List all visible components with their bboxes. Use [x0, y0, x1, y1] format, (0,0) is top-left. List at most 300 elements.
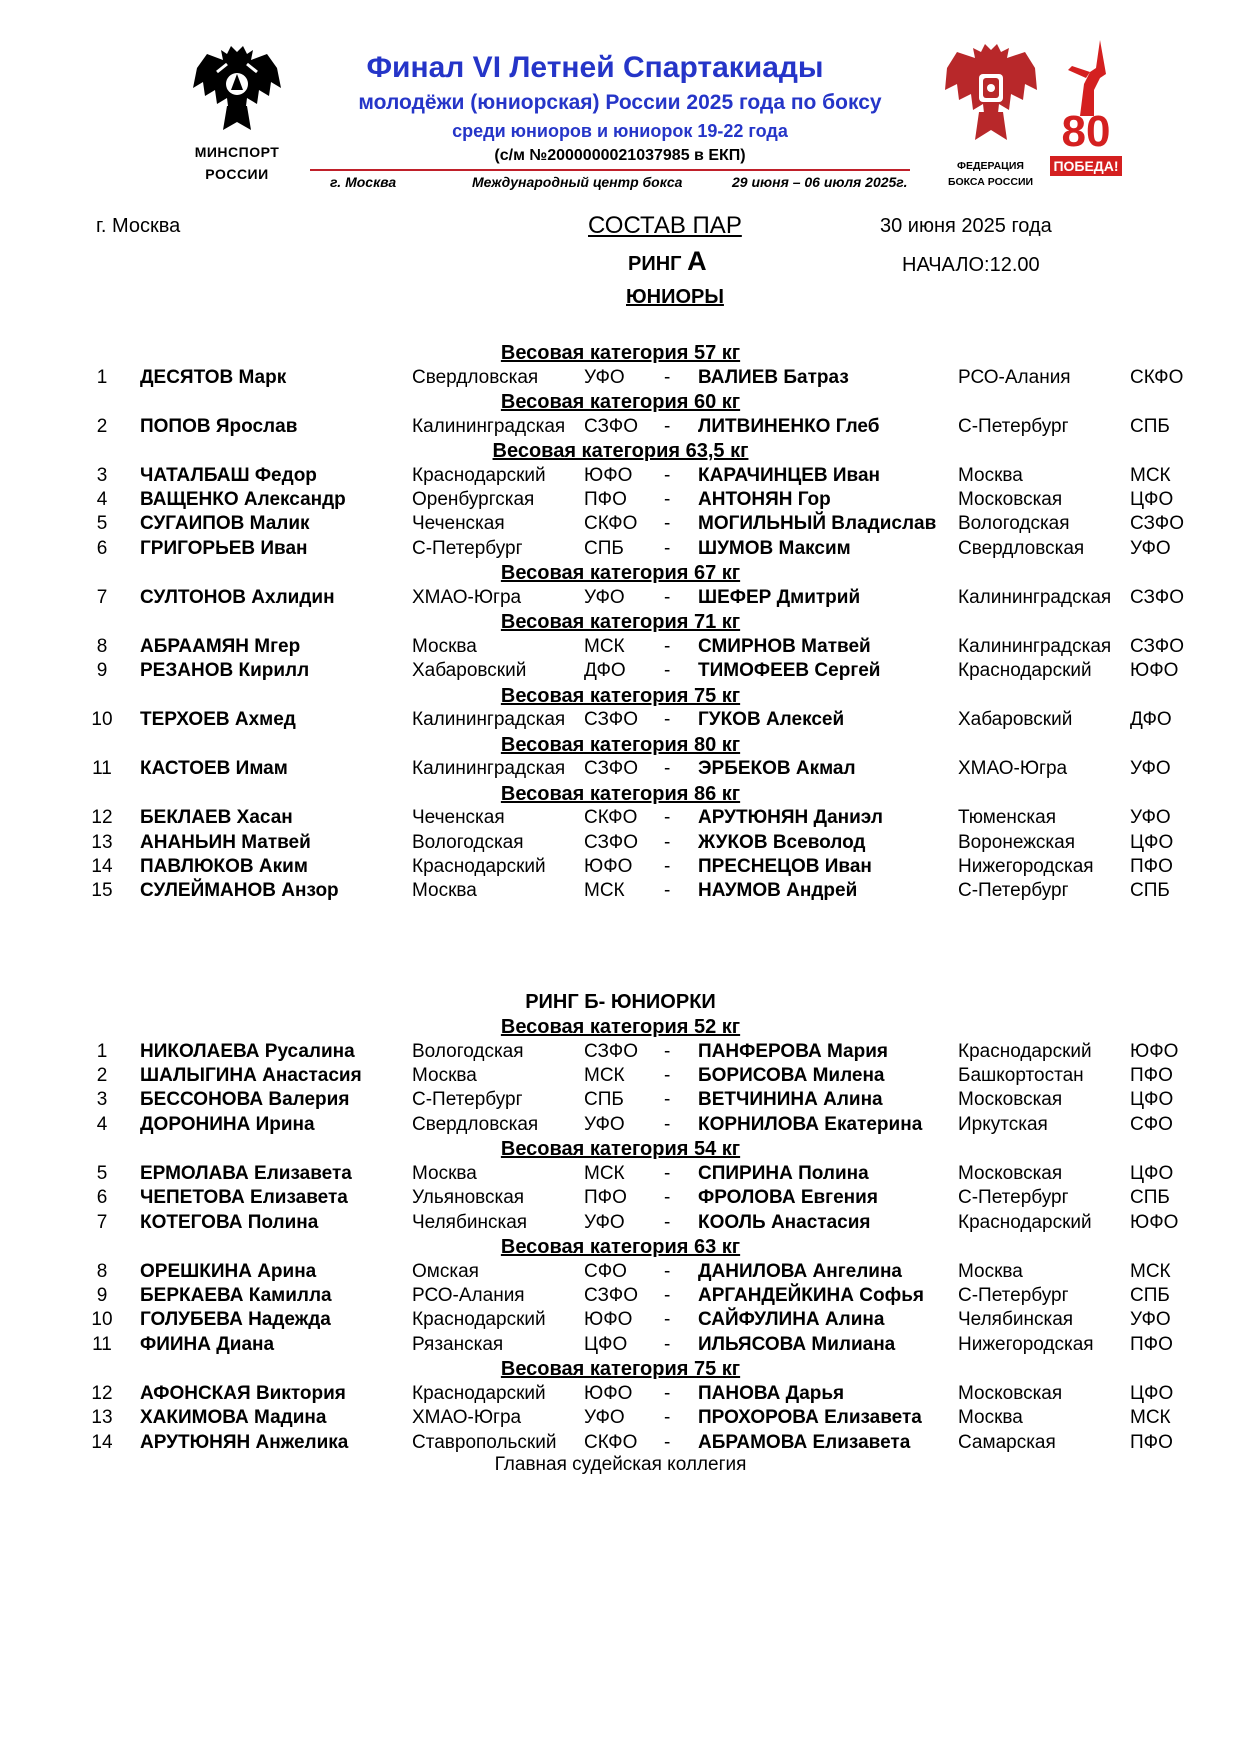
red-corner-name: ГОЛУБЕВА Надежда: [140, 1309, 331, 1331]
versus-dash: -: [664, 1285, 671, 1306]
bout-row: [0, 414, 1241, 440]
bout-number: 8: [96, 1260, 108, 1282]
red-corner-district: МСК: [584, 880, 625, 902]
versus-dash: -: [664, 513, 671, 535]
red-corner-region: РСО-Алания: [412, 1285, 525, 1306]
bout-number: 2: [96, 415, 108, 437]
red-corner-name: КОТЕГОВА Полина: [140, 1211, 319, 1233]
red-corner-name: ДОРОНИНА Ирина: [140, 1113, 315, 1135]
red-corner-name: ВАЩЕНКО Александр: [140, 489, 346, 510]
ring-b-title: РИНГ Б- ЮНИОРКИ: [525, 991, 716, 1013]
versus-dash: -: [664, 660, 671, 682]
blue-corner-region: Краснодарский: [958, 1040, 1092, 1062]
red-corner-district: УФО: [584, 586, 625, 608]
bout-number: 10: [91, 709, 113, 731]
blue-corner-region: Москва: [958, 1407, 1023, 1429]
doc-title: СОСТАВ ПАР: [588, 212, 742, 239]
blue-corner-region: Нижегородская: [958, 856, 1094, 877]
weight-category-label: Весовая категория 54 кг: [500, 1138, 741, 1161]
blue-corner-district: ЮФО: [1130, 660, 1179, 682]
blue-corner-region: Краснодарский: [958, 660, 1092, 682]
doc-date: 30 июня 2025 года: [880, 215, 1052, 237]
versus-dash: -: [664, 1065, 671, 1086]
weight-category-heading: [0, 1136, 1241, 1162]
bout-number: 7: [96, 586, 108, 608]
bout-number: 4: [96, 489, 108, 510]
red-corner-name: ШАЛЫГИНА Анастасия: [140, 1065, 362, 1086]
blue-corner-region: С-Петербург: [958, 1187, 1069, 1209]
bout-row: [0, 511, 1241, 537]
blue-corner-district: СКФО: [1130, 366, 1184, 388]
blue-corner-district: МСК: [1130, 1260, 1171, 1282]
bout-number: 14: [91, 856, 113, 877]
bout-row: [0, 1332, 1241, 1358]
minsport-logo: [182, 44, 292, 184]
blue-corner-name: КООЛЬ Анастасия: [698, 1211, 871, 1233]
blue-corner-district: УФО: [1130, 807, 1171, 829]
red-corner-district: СЗФО: [584, 709, 638, 731]
blue-corner-region: Свердловская: [958, 537, 1085, 559]
minsport-caption-2: РОССИИ: [205, 166, 269, 182]
red-corner-region: Москва: [412, 635, 477, 657]
blue-corner-region: Калининградская: [958, 586, 1112, 608]
bout-row: [0, 1210, 1241, 1236]
red-corner-region: Рязанская: [412, 1333, 504, 1355]
blue-corner-district: ПФО: [1130, 1431, 1173, 1453]
red-corner-district: ЮФО: [584, 1309, 633, 1331]
blue-corner-region: Московская: [958, 1382, 1063, 1404]
blue-corner-name: АНТОНЯН Гор: [698, 489, 831, 510]
blue-corner-name: МОГИЛЬНЫЙ Владислав: [698, 513, 937, 535]
blue-corner-district: УФО: [1130, 758, 1171, 780]
blue-corner-name: СПИРИНА Полина: [698, 1162, 869, 1184]
bout-number: 6: [96, 1187, 108, 1209]
red-corner-district: ЦФО: [584, 1333, 628, 1355]
red-corner-region: Краснодарский: [412, 1309, 546, 1331]
red-corner-region: Краснодарский: [412, 1382, 546, 1404]
red-corner-region: Калининградская: [412, 415, 566, 437]
red-corner-region: Москва: [412, 880, 477, 902]
red-corner-region: Вологодская: [412, 1040, 524, 1062]
header-divider: [310, 169, 910, 171]
red-corner-district: СЗФО: [584, 1285, 638, 1306]
blue-corner-name: БОРИСОВА Милена: [698, 1065, 885, 1086]
red-corner-region: Москва: [412, 1162, 477, 1184]
versus-dash: -: [664, 758, 671, 780]
red-corner-region: Челябинская: [412, 1211, 528, 1233]
event-header: [0, 0, 1241, 200]
bout-row: [0, 658, 1241, 684]
bout-number: 9: [96, 1285, 108, 1306]
blue-corner-region: С-Петербург: [958, 415, 1069, 437]
red-corner-name: ЧЕПЕТОВА Елизавета: [140, 1187, 348, 1209]
bout-number: 9: [96, 660, 108, 682]
blue-corner-region: Краснодарский: [958, 1211, 1092, 1233]
bout-number: 12: [91, 1382, 113, 1404]
versus-dash: -: [664, 1089, 671, 1111]
red-corner-region: Москва: [412, 1065, 477, 1086]
red-corner-district: ПФО: [584, 1187, 627, 1209]
blue-corner-name: ДАНИЛОВА Ангелина: [698, 1260, 902, 1282]
weight-category-heading: [0, 1234, 1241, 1260]
red-corner-district: ДФО: [584, 660, 626, 682]
blue-corner-name: СМИРНОВ Матвей: [698, 635, 871, 657]
blue-corner-region: Челябинская: [958, 1309, 1074, 1331]
ring-a-group: ЮНИОРЫ: [626, 286, 724, 308]
versus-dash: -: [664, 1187, 671, 1209]
versus-dash: -: [664, 586, 671, 608]
bout-row: [0, 1161, 1241, 1187]
blue-corner-district: СПБ: [1130, 1187, 1170, 1209]
ring-letter: А: [687, 246, 707, 276]
blue-corner-district: ЦФО: [1130, 1382, 1174, 1404]
red-corner-district: УФО: [584, 1211, 625, 1233]
bout-row: [0, 1039, 1241, 1065]
red-corner-region: Краснодарский: [412, 856, 546, 877]
blue-corner-district: МСК: [1130, 1407, 1171, 1429]
blue-corner-name: КОРНИЛОВА Екатерина: [698, 1113, 923, 1135]
versus-dash: -: [664, 537, 671, 559]
red-corner-name: СУГАИПОВ Малик: [140, 513, 310, 535]
weight-category-label: Весовая категория 80 кг: [500, 733, 741, 756]
blue-corner-district: СФО: [1130, 1113, 1173, 1135]
red-corner-region: Ульяновская: [412, 1187, 525, 1209]
versus-dash: -: [664, 1309, 671, 1331]
event-city: г. Москва: [330, 174, 397, 190]
red-corner-district: ПФО: [584, 489, 627, 510]
red-corner-district: СКФО: [584, 807, 638, 829]
federation-eagle-icon: [943, 44, 1039, 152]
red-corner-district: СКФО: [584, 513, 638, 535]
red-corner-region: Хабаровский: [412, 660, 527, 682]
red-corner-name: ГРИГОРЬЕВ Иван: [140, 537, 308, 559]
event-venue: Международный центр бокса: [472, 174, 683, 190]
blue-corner-name: САЙФУЛИНА Алина: [698, 1309, 885, 1331]
red-corner-region: Ставропольский: [412, 1431, 557, 1453]
bout-number: 3: [96, 1089, 108, 1111]
federation-caption-2: БОКСА РОССИИ: [947, 176, 1034, 188]
versus-dash: -: [664, 807, 671, 829]
blue-corner-district: ЮФО: [1130, 1040, 1179, 1062]
red-corner-region: Чеченская: [412, 807, 505, 829]
doc-city: г. Москва: [96, 215, 181, 237]
blue-corner-district: ПФО: [1130, 1333, 1173, 1355]
versus-dash: -: [664, 1431, 671, 1453]
weight-category-heading: [0, 732, 1241, 758]
bout-row: [0, 1405, 1241, 1431]
blue-corner-district: ДФО: [1130, 709, 1172, 731]
event-subtitle: молодёжи (юниорская) России 2025 года по боксу: [358, 91, 882, 114]
bout-row: [0, 1063, 1241, 1089]
victory-number: 80: [1061, 107, 1111, 156]
blue-corner-name: ЖУКОВ Всеволод: [698, 831, 866, 853]
bout-number: 3: [96, 464, 108, 486]
blue-corner-region: С-Петербург: [958, 1285, 1069, 1306]
red-corner-name: АФОНСКАЯ Виктория: [140, 1382, 346, 1404]
blue-corner-name: ПАНФЕРОВА Мария: [698, 1040, 888, 1062]
weight-category-heading: [0, 438, 1241, 464]
weight-category-label: Весовая категория 75 кг: [500, 1358, 741, 1381]
blue-corner-name: ТИМОФЕЕВ Сергей: [698, 660, 881, 682]
red-corner-region: Калининградская: [412, 709, 566, 731]
weight-category-label: Весовая категория 71 кг: [500, 611, 741, 634]
blue-corner-name: ПРЕСНЕЦОВ Иван: [698, 856, 872, 877]
victory-80-logo: [1050, 38, 1122, 188]
red-corner-region: Калининградская: [412, 758, 566, 780]
bout-number: 14: [91, 1431, 113, 1453]
red-corner-district: МСК: [584, 635, 625, 657]
red-corner-name: ХАКИМОВА Мадина: [140, 1407, 327, 1429]
red-corner-region: ХМАО-Югра: [412, 586, 522, 608]
red-corner-name: ПОПОВ Ярослав: [140, 415, 298, 437]
bout-number: 11: [92, 758, 112, 780]
blue-corner-name: ЭРБЕКОВ Акмал: [698, 758, 856, 780]
versus-dash: -: [664, 831, 671, 853]
bout-row: [0, 365, 1241, 391]
red-corner-name: БЕКЛАЕВ Хасан: [140, 807, 293, 829]
bout-row: [0, 707, 1241, 733]
red-corner-region: С-Петербург: [412, 1089, 523, 1111]
blue-corner-region: Вологодская: [958, 513, 1070, 535]
versus-dash: -: [664, 415, 671, 437]
versus-dash: -: [664, 489, 671, 510]
bout-row: [0, 830, 1241, 856]
red-corner-region: Вологодская: [412, 831, 524, 853]
weight-category-label: Весовая категория 63 кг: [500, 1236, 741, 1258]
versus-dash: -: [664, 709, 671, 731]
start-time: НАЧАЛО:12.00: [902, 254, 1040, 276]
red-corner-district: МСК: [584, 1162, 625, 1184]
red-corner-district: СПБ: [584, 537, 624, 559]
blue-corner-name: ГУКОВ Алексей: [698, 709, 845, 731]
red-corner-district: СЗФО: [584, 758, 638, 780]
blue-corner-region: Тюменская: [958, 807, 1057, 829]
blue-corner-district: СЗФО: [1130, 586, 1184, 608]
weight-category-label: Весовая категория 67 кг: [500, 562, 741, 585]
versus-dash: -: [664, 1382, 671, 1404]
red-corner-district: УФО: [584, 1407, 625, 1429]
weight-category-label: Весовая категория 60 кг: [500, 391, 741, 413]
red-corner-name: СУЛТОНОВ Ахлидин: [140, 586, 335, 608]
blue-corner-region: Хабаровский: [958, 709, 1073, 731]
bout-row: [0, 536, 1241, 562]
blue-corner-district: СЗФО: [1130, 635, 1184, 657]
blue-corner-district: УФО: [1130, 537, 1171, 559]
versus-dash: -: [664, 1211, 671, 1233]
bout-row: [0, 1087, 1241, 1113]
weight-category-heading: [0, 683, 1241, 709]
versus-dash: -: [664, 880, 671, 902]
blue-corner-district: ЦФО: [1130, 831, 1174, 853]
weight-category-heading: [0, 1014, 1241, 1040]
red-corner-name: ЧАТАЛБАШ Федор: [140, 464, 317, 486]
weight-category-heading: [0, 340, 1241, 366]
blue-corner-district: ПФО: [1130, 1065, 1173, 1086]
blue-corner-name: ВАЛИЕВ Батраз: [698, 366, 849, 388]
blue-corner-name: ИЛЬЯСОВА Милиана: [698, 1333, 896, 1355]
red-corner-district: СКФО: [584, 1431, 638, 1453]
blue-corner-region: Москва: [958, 464, 1023, 486]
bout-row: [0, 878, 1241, 904]
double-headed-eagle-icon: [187, 44, 287, 140]
red-corner-name: БЕРКАЕВА Камилла: [140, 1285, 332, 1306]
federation-caption-1: ФЕДЕРАЦИЯ: [957, 160, 1024, 172]
blue-corner-region: Московская: [958, 1089, 1063, 1111]
bout-row: [0, 1381, 1241, 1407]
red-corner-name: КАСТОЕВ Имам: [140, 758, 288, 780]
versus-dash: -: [664, 1260, 671, 1282]
blue-corner-district: ПФО: [1130, 856, 1173, 877]
weight-category-heading: [0, 781, 1241, 807]
weight-category-label: Весовая категория 75 кг: [500, 684, 741, 707]
blue-corner-name: НАУМОВ Андрей: [698, 880, 858, 902]
event-ekp-number: (с/м №2000000021037985 в ЕКП): [494, 147, 746, 164]
blue-corner-name: АРУТЮНЯН Даниэл: [698, 807, 883, 829]
blue-corner-region: Иркутская: [958, 1113, 1048, 1135]
versus-dash: -: [664, 1113, 671, 1135]
bout-number: 8: [96, 635, 108, 657]
red-corner-name: ФИИНА Диана: [140, 1333, 275, 1355]
red-corner-name: АБРААМЯН Мгер: [140, 635, 301, 657]
bout-row: [0, 1185, 1241, 1211]
red-corner-region: С-Петербург: [412, 537, 523, 559]
ring-prefix: РИНГ: [628, 253, 682, 275]
blue-corner-district: ЦФО: [1130, 489, 1174, 510]
event-title: Финал VI Летней Спартакиады: [366, 51, 824, 84]
boxing-federation-logo: [938, 44, 1043, 189]
blue-corner-region: Самарская: [958, 1431, 1056, 1453]
weight-category-heading: [0, 609, 1241, 635]
red-corner-district: ЮФО: [584, 464, 633, 486]
red-corner-name: НИКОЛАЕВА Русалина: [140, 1040, 355, 1062]
bout-number: 6: [96, 537, 108, 559]
red-corner-name: ПАВЛЮКОВ Аким: [140, 856, 308, 877]
bout-number: 4: [96, 1113, 108, 1135]
red-corner-district: ЮФО: [584, 1382, 633, 1404]
versus-dash: -: [664, 635, 671, 657]
versus-dash: -: [664, 1040, 671, 1062]
red-corner-district: МСК: [584, 1065, 625, 1086]
blue-corner-name: ШЕФЕР Дмитрий: [698, 586, 861, 608]
weight-category-heading: [0, 389, 1241, 415]
versus-dash: -: [664, 856, 671, 877]
blue-corner-name: ШУМОВ Максим: [698, 537, 851, 559]
bout-row: [0, 634, 1241, 660]
bout-row: [0, 756, 1241, 782]
bout-number: 5: [96, 513, 108, 535]
red-corner-district: СФО: [584, 1260, 627, 1282]
bout-number: 11: [92, 1333, 112, 1355]
red-corner-district: ЮФО: [584, 856, 633, 877]
blue-corner-district: СПБ: [1130, 880, 1170, 902]
blue-corner-district: СПБ: [1130, 1285, 1170, 1306]
blue-corner-region: Нижегородская: [958, 1333, 1094, 1355]
blue-corner-region: Калининградская: [958, 635, 1112, 657]
motherland-statue-icon: [1050, 38, 1122, 118]
bout-row: [0, 805, 1241, 831]
red-corner-district: СЗФО: [584, 415, 638, 437]
blue-corner-name: ВЕТЧИНИНА Алина: [698, 1089, 883, 1111]
weight-category-heading: [0, 1356, 1241, 1382]
blue-corner-region: С-Петербург: [958, 880, 1069, 902]
bout-number: 13: [91, 1407, 113, 1429]
blue-corner-region: РСО-Алания: [958, 366, 1071, 388]
red-corner-name: АРУТЮНЯН Анжелика: [140, 1431, 349, 1453]
blue-corner-district: СЗФО: [1130, 513, 1184, 535]
blue-corner-name: ЛИТВИНЕНКО Глеб: [698, 415, 880, 437]
versus-dash: -: [664, 1162, 671, 1184]
red-corner-name: СУЛЕЙМАНОВ Анзор: [140, 880, 339, 902]
versus-dash: -: [664, 1333, 671, 1355]
event-dates: 29 июня – 06 июля 2025г.: [732, 174, 908, 190]
bout-number: 1: [96, 366, 108, 388]
bout-row: [0, 463, 1241, 489]
red-corner-region: Оренбургская: [412, 489, 535, 510]
red-corner-region: ХМАО-Югра: [412, 1407, 522, 1429]
victory-word: ПОБЕДА!: [1050, 156, 1122, 176]
ring-a-label: [628, 246, 707, 279]
versus-dash: -: [664, 464, 671, 486]
blue-corner-name: АРГАНДЕЙКИНА Софья: [698, 1285, 924, 1306]
blue-corner-region: Москва: [958, 1260, 1023, 1282]
red-corner-name: РЕЗАНОВ Кирилл: [140, 660, 310, 682]
red-corner-name: БЕССОНОВА Валерия: [140, 1089, 350, 1111]
bout-row: [0, 1259, 1241, 1285]
red-corner-district: СПБ: [584, 1089, 624, 1111]
blue-corner-district: ЮФО: [1130, 1211, 1179, 1233]
blue-corner-district: УФО: [1130, 1309, 1171, 1331]
red-corner-district: УФО: [584, 1113, 625, 1135]
bout-row: [0, 487, 1241, 513]
event-age-group: среди юниоров и юниорок 19-22 года: [452, 121, 788, 141]
blue-corner-district: ЦФО: [1130, 1162, 1174, 1184]
bout-number: 1: [96, 1040, 108, 1062]
red-corner-district: СЗФО: [584, 831, 638, 853]
bout-number: 15: [91, 880, 113, 902]
blue-corner-name: ПАНОВА Дарья: [698, 1382, 845, 1404]
blue-corner-name: АБРАМОВА Елизавета: [698, 1431, 911, 1453]
bout-number: 10: [91, 1309, 113, 1331]
versus-dash: -: [664, 366, 671, 388]
weight-category-label: Весовая категория 63,5 кг: [492, 440, 749, 462]
red-corner-region: Чеченская: [412, 513, 505, 535]
red-corner-region: Омская: [412, 1260, 479, 1282]
weight-category-label: Весовая категория 57 кг: [500, 342, 741, 364]
weight-category-label: Весовая категория 52 кг: [500, 1016, 741, 1038]
blue-corner-name: КАРАЧИНЦЕВ Иван: [698, 464, 881, 486]
red-corner-region: Краснодарский: [412, 464, 546, 486]
red-corner-name: ДЕСЯТОВ Марк: [140, 366, 287, 388]
bout-row: [0, 854, 1241, 880]
weight-category-heading: [0, 560, 1241, 586]
blue-corner-region: Московская: [958, 1162, 1063, 1184]
minsport-caption-1: МИНСПОРТ: [194, 144, 280, 160]
bout-row: [0, 1307, 1241, 1333]
red-corner-name: ОРЕШКИНА Арина: [140, 1260, 317, 1282]
bout-number: 12: [91, 807, 113, 829]
red-corner-name: ТЕРХОЕВ Ахмед: [140, 709, 296, 731]
blue-corner-name: ФРОЛОВА Евгения: [698, 1187, 878, 1209]
red-corner-district: УФО: [584, 366, 625, 388]
blue-corner-district: ЦФО: [1130, 1089, 1174, 1111]
red-corner-region: Свердловская: [412, 366, 539, 388]
red-corner-district: СЗФО: [584, 1040, 638, 1062]
red-corner-region: Свердловская: [412, 1113, 539, 1135]
blue-corner-region: Московская: [958, 489, 1063, 510]
bout-number: 5: [96, 1162, 108, 1184]
bout-row: [0, 1112, 1241, 1138]
bout-row: [0, 585, 1241, 611]
